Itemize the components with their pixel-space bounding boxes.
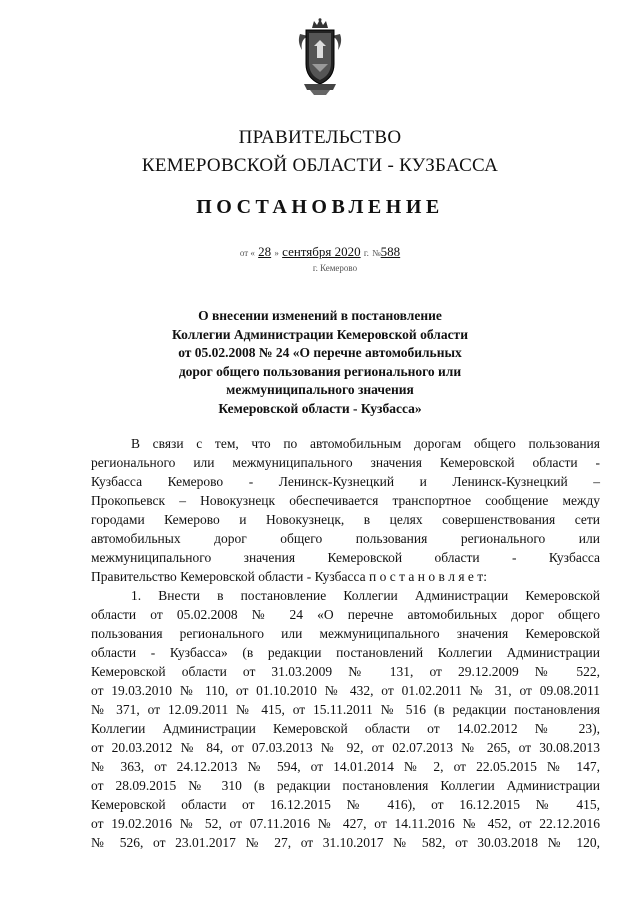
body-line: пользования регионального или межмуниципального значения Кемеровской bbox=[91, 626, 600, 641]
body-line: Кемеровской области от 31.03.2009 № 131, от 29.12.2009 № 522, bbox=[91, 664, 600, 679]
body-line: от 28.09.2015 № 310 (в редакции постановления Коллегии Администрации bbox=[91, 778, 600, 793]
number-prefix: № bbox=[372, 248, 381, 258]
body-line: Кузбасса Кемерово - Ленинск-Кузнецкий и Ленинск-Кузнецкий – bbox=[91, 474, 600, 489]
subject-line: Кемеровской области - Кузбасса» bbox=[218, 400, 422, 416]
document-subject bbox=[140, 307, 500, 418]
city: г. Кемерово bbox=[312, 263, 358, 273]
body-line: от 20.03.2012 № 84, от 07.03.2013 № 92, от 02.07.2013 № 265, от 30.08.2013 bbox=[91, 740, 600, 755]
body-line: В связи с тем, что по автомобильным дорогам общего пользования bbox=[131, 436, 600, 451]
government-name-line1: ПРАВИТЕЛЬСТВО bbox=[238, 127, 402, 148]
subject-line: от 05.02.2008 № 24 «О перечне автомобильных bbox=[178, 345, 462, 360]
date-day: 28 bbox=[258, 244, 272, 259]
coat-of-arms-icon bbox=[296, 18, 344, 96]
subject-line: О внесении изменений в постановление bbox=[198, 308, 442, 323]
body-line: межмуниципального значения Кемеровской области - Кузбасса bbox=[91, 550, 600, 565]
body-line: Прокопьевск – Новокузнецк обеспечивается транспортное сообщение между bbox=[91, 493, 600, 508]
body-line: от 19.02.2016 № 52, от 07.11.2016 № 427, от 14.11.2016 № 452, от 22.12.2016 bbox=[91, 816, 600, 831]
body-line: № 526, от 23.01.2017 № 27, от 31.10.2017 № 582, от 30.03.2018 № 120, bbox=[91, 835, 600, 850]
body-line: городами Кемерово и Новокузнецк, в целях совершенствования сети bbox=[91, 512, 600, 527]
subject-line: Коллегии Администрации Кемеровской области bbox=[172, 326, 468, 342]
body-line: № 363, от 24.12.2013 № 594, от 14.01.2014 № 2, от 22.05.2015 № 147, bbox=[91, 759, 600, 774]
subject-line: межмуниципального значения bbox=[226, 382, 414, 397]
body-line: области от 05.02.2008 № 24 «О перечне автомобильных дорог общего bbox=[91, 607, 600, 622]
date-month-year: сентября 2020 bbox=[282, 244, 361, 259]
body-line: № 371, от 12.09.2011 № 415, от 15.11.2011 № 516 (в редакции постановления bbox=[91, 702, 600, 717]
body-line: регионального или межмуниципального значения Кемеровской области - bbox=[91, 455, 600, 470]
body-line: области - Кузбасса» (в редакции постановлений Коллегии Администрации bbox=[91, 645, 600, 660]
document-number: 588 bbox=[380, 244, 401, 259]
government-name-line2: КЕМЕРОВСКОЙ ОБЛАСТИ - КУЗБАССА bbox=[141, 155, 499, 176]
body-line: Правительство Кемеровской области - Кузбасса п о с т а н о в л я е т: bbox=[91, 569, 487, 584]
date-year-suffix: г. bbox=[363, 248, 369, 258]
date-prefix: от « bbox=[239, 248, 255, 258]
date-line bbox=[0, 244, 640, 260]
body-line: 1. Внести в постановление Коллегии Администрации Кемеровской bbox=[131, 588, 600, 603]
document-title: ПОСТАНОВЛЕНИЕ bbox=[196, 196, 444, 218]
body-line: Кемеровской области от 16.12.2015 № 416), от 16.12.2015 № 415, bbox=[91, 797, 600, 812]
subject-line: дорог общего пользования регионального или bbox=[178, 363, 462, 379]
body-line: автомобильных дорог общего пользования регионального или bbox=[91, 531, 600, 546]
body-line: Коллегии Администрации Кемеровской области от 14.02.2012 № 23), bbox=[91, 721, 600, 736]
body-line: от 19.03.2010 № 110, от 01.10.2010 № 432, от 01.02.2011 № 31, от 09.08.2011 bbox=[91, 683, 600, 698]
date-sep: » bbox=[274, 248, 279, 258]
